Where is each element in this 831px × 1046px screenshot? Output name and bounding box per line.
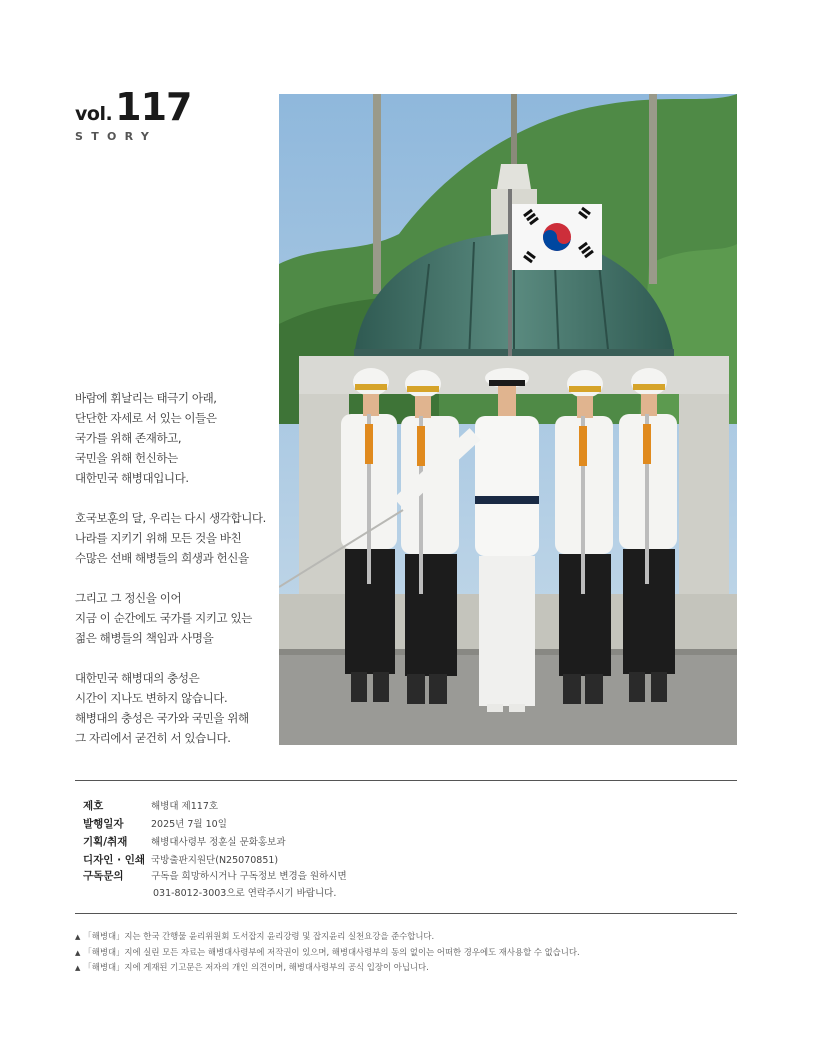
marine-4: [619, 368, 677, 702]
colophon-row-date: [83, 814, 347, 832]
text-line: 지금 이 순간에도 국가를 지키고 있는: [75, 611, 252, 625]
triangle-bullet-icon: ▲: [75, 933, 81, 941]
text-line: 해병대의 충성은 국가와 국민을 위해: [75, 711, 249, 725]
footnote-text: 「해병대」지에 실린 모든 자료는 해병대사령부에 저작권이 있으며, 해병대사령부의 동의 없이는 어떠한 경우에도 재사용할 수 없습니다.: [83, 946, 580, 957]
subscribe-line: 구독을 희망하시거나 구독정보 변경을 원하시면: [151, 871, 347, 882]
cover-photo: [279, 94, 737, 745]
triangle-bullet-icon: ▲: [75, 948, 81, 957]
colophon-value: 2025년 7월 10일: [151, 819, 227, 830]
volume-prefix: vol.: [75, 103, 113, 125]
footnote: [75, 960, 580, 976]
section-subtitle: STORY: [75, 130, 158, 143]
colophon-label: 발행일자: [83, 817, 124, 830]
volume-number: [75, 85, 192, 129]
colophon-label: 구독문의: [83, 870, 124, 882]
triangle-bullet-icon: ▲: [75, 964, 81, 972]
footnote: [75, 929, 580, 945]
marine-2: [401, 370, 459, 704]
footnote: [75, 945, 580, 961]
footnote-text: 「해병대」지에 게재된 기고문은 저자의 개인 의견이며, 해병대사령부의 공식 입장이 아닙니다.: [83, 962, 429, 972]
paragraph: [75, 388, 265, 488]
text-line: 젊은 해병들의 책임과 사명을: [75, 631, 214, 645]
text-line: 대한민국 해병대입니다.: [75, 471, 189, 485]
paragraph: [75, 588, 265, 648]
cover-story-text: [75, 388, 265, 768]
divider: [75, 913, 737, 914]
colophon: [83, 796, 347, 902]
marine-3: [555, 370, 613, 704]
colophon-value: 해병대 제117호: [151, 801, 219, 812]
text-line: 대한민국 해병대의 충성은: [75, 671, 200, 685]
colophon-row-title: [83, 796, 347, 814]
text-line: 국가를 위해 존재하고,: [75, 431, 182, 445]
footnote-text: 「해병대」지는 한국 간행물 윤리위원회 도서잡지 윤리강령 및 잡지윤리 실천요강을 준수합니다.: [83, 931, 435, 941]
colophon-value: [151, 868, 347, 902]
colophon-value: 국방출판지원단(N25070851): [151, 855, 279, 866]
text-line: 호국보훈의 달, 우리는 다시 생각합니다.: [75, 511, 266, 525]
text-line: 시간이 지나도 변하지 않습니다.: [75, 691, 228, 705]
footnotes: [75, 929, 580, 976]
colophon-label: 제호: [83, 799, 104, 812]
text-line: 바람에 휘날리는 태극기 아래,: [75, 391, 217, 405]
text-line: 나라를 지키기 위해 모든 것을 바친: [75, 531, 242, 545]
colophon-label: 디자인 · 인쇄: [83, 853, 146, 866]
colophon-value: 해병대사령부 정훈실 문화홍보과: [151, 837, 286, 848]
paragraph: [75, 508, 265, 568]
text-line: 단단한 자세로 서 있는 이들은: [75, 411, 217, 425]
text-line: 수많은 선배 해병들의 희생과 헌신을: [75, 551, 249, 565]
marine-1: [341, 368, 397, 702]
flag: [512, 204, 602, 270]
text-line: 그리고 그 정신을 이어: [75, 591, 182, 605]
colophon-row-subscribe: [83, 868, 347, 902]
subscribe-phone-line: 031-8012-3003으로 연락주시기 바랍니다.: [153, 888, 337, 899]
masthead: [75, 85, 192, 143]
text-line: 국민을 위해 헌신하는: [75, 451, 178, 465]
volume-issue-number: 117: [115, 85, 192, 129]
text-line: 그 자리에서 굳건히 서 있습니다.: [75, 731, 231, 745]
divider: [75, 780, 737, 781]
colophon-row-design: [83, 850, 347, 868]
colophon-label: 기획/취재: [83, 835, 128, 848]
colophon-row-planning: [83, 832, 347, 850]
paragraph: [75, 668, 265, 748]
honor-guard-photo-illustration: [279, 94, 737, 745]
